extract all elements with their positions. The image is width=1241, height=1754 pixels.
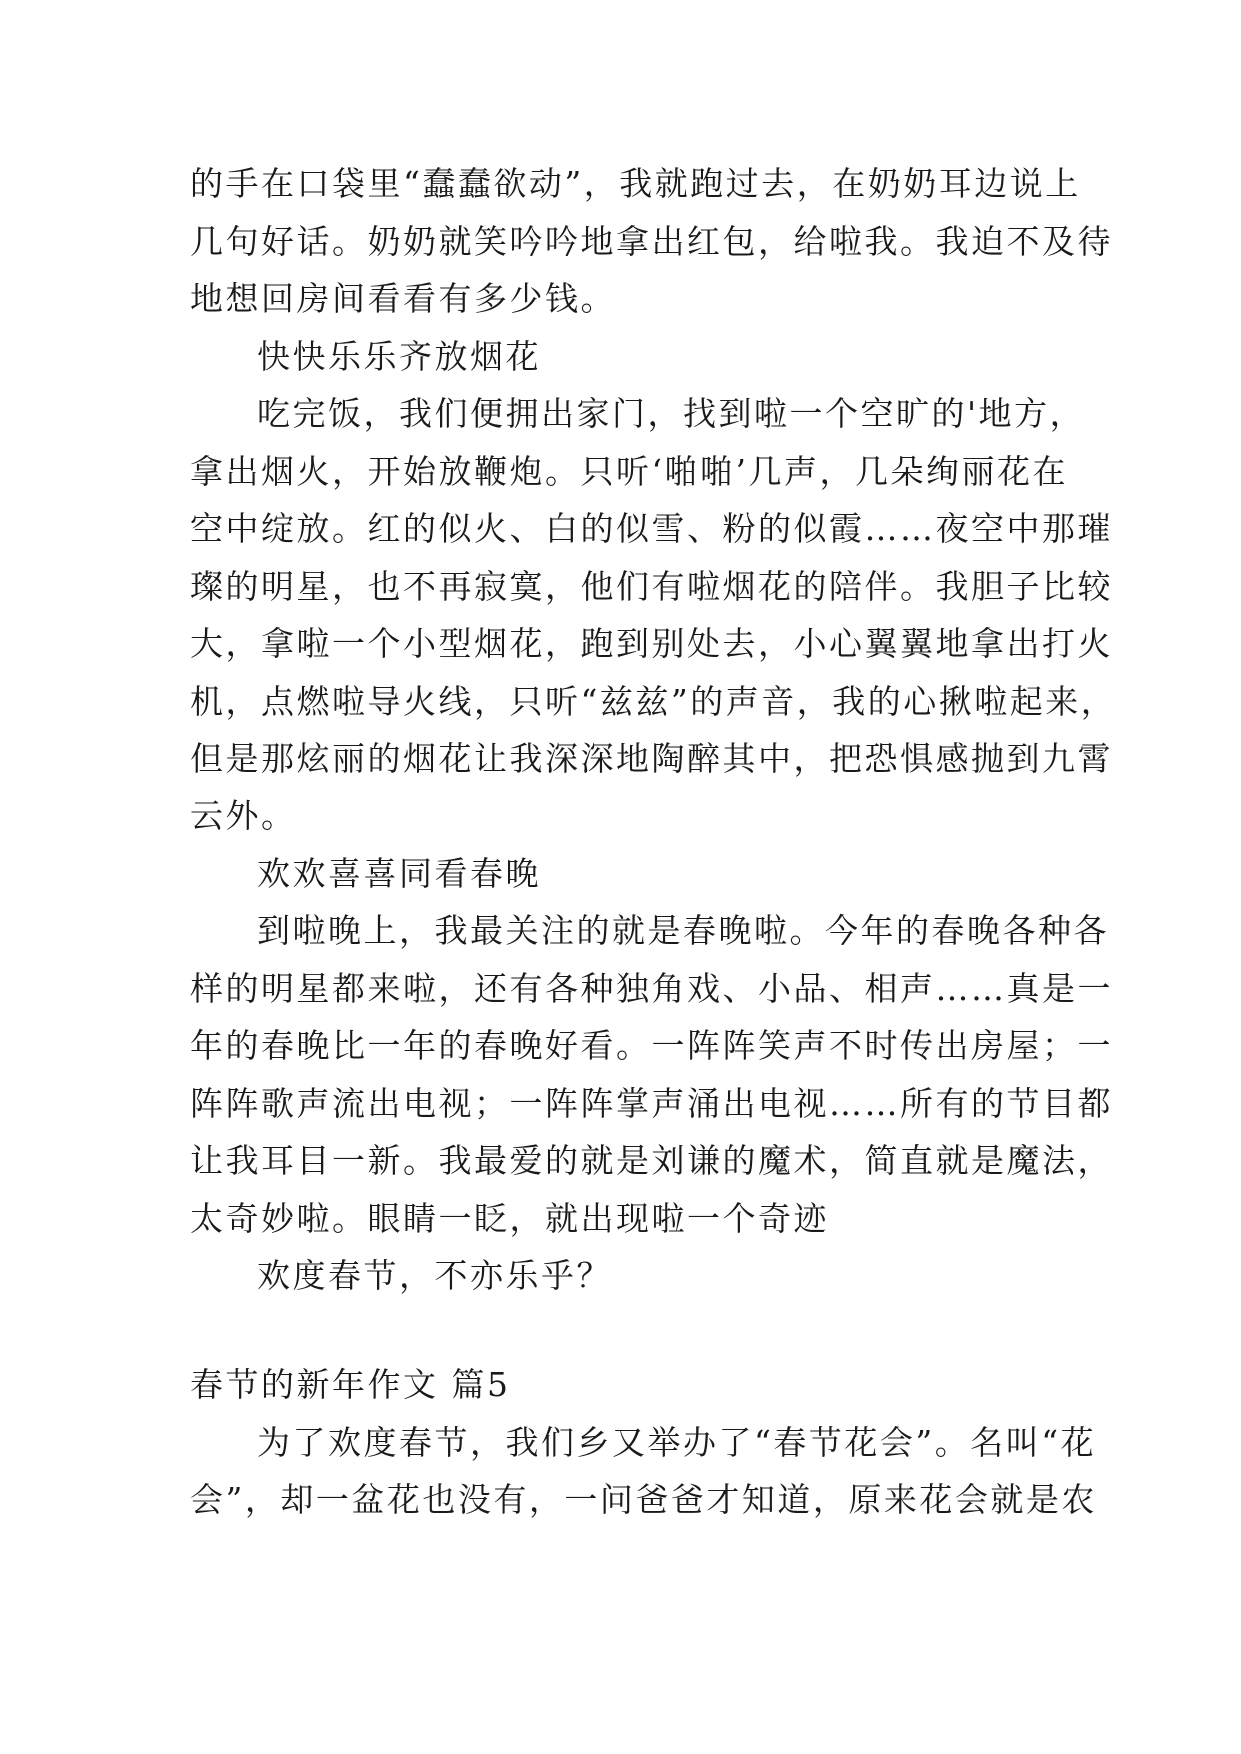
text-line: 云外。: [190, 796, 297, 835]
paragraph-first-line: 吃完饭，我们便拥出家门，找到啦一个空旷的'地方，: [257, 394, 1086, 433]
text-line: 但是那炫丽的烟花让我深深地陶醉其中，把恐惧感抛到九霄: [190, 739, 1113, 778]
text-line: 地想回房间看看有多少钱。: [190, 279, 616, 318]
section-heading: 快快乐乐齐放烟花: [257, 337, 541, 376]
text-line: 太奇妙啦。眼睛一眨，就出现啦一个奇迹: [190, 1199, 829, 1238]
text-line: 会”，却一盆花也没有，一问爸爸才知道，原来花会就是农: [190, 1480, 1097, 1519]
text-line: 样的明星都来啦，还有各种独角戏、小品、相声……真是一: [190, 969, 1113, 1008]
article-title: 春节的新年作文 篇5: [190, 1365, 511, 1404]
text-line: 大，拿啦一个小型烟花，跑到别处去，小心翼翼地拿出打火: [190, 624, 1113, 663]
text-line: 年的春晚比一年的春晚好看。一阵阵笑声不时传出房屋；一: [190, 1026, 1113, 1065]
text-line: 让我耳目一新。我最爱的就是刘谦的魔术，简直就是魔法，: [190, 1141, 1113, 1180]
text-line: 拿出烟火，开始放鞭炮。只听‘啪啪’几声，几朵绚丽花在: [190, 452, 1068, 491]
paragraph-first-line: 为了欢度春节，我们乡又举办了“春节花会”。名叫“花: [257, 1423, 1097, 1462]
section-heading: 欢欢喜喜同看春晚: [257, 854, 541, 893]
text-line: 几句好话。奶奶就笑吟吟地拿出红包，给啦我。我迫不及待: [190, 222, 1113, 261]
text-line: 的手在口袋里“蠢蠢欲动”，我就跑过去，在奶奶耳边说上: [190, 164, 1081, 203]
text-line: 璨的明星，也不再寂寞，他们有啦烟花的陪伴。我胆子比较: [190, 567, 1113, 606]
paragraph-first-line: 到啦晚上，我最关注的就是春晚啦。今年的春晚各种各: [257, 911, 1109, 950]
text-line: 机，点燃啦导火线，只听“兹兹”的声音，我的心揪啦起来，: [190, 682, 1117, 721]
text-line: 空中绽放。红的似火、白的似雪、粉的似霞……夜空中那璀: [190, 509, 1113, 548]
paragraph-first-line: 欢度春节，不亦乐乎？: [257, 1256, 612, 1295]
text-line: 阵阵歌声流出电视；一阵阵掌声涌出电视……所有的节目都: [190, 1084, 1113, 1123]
